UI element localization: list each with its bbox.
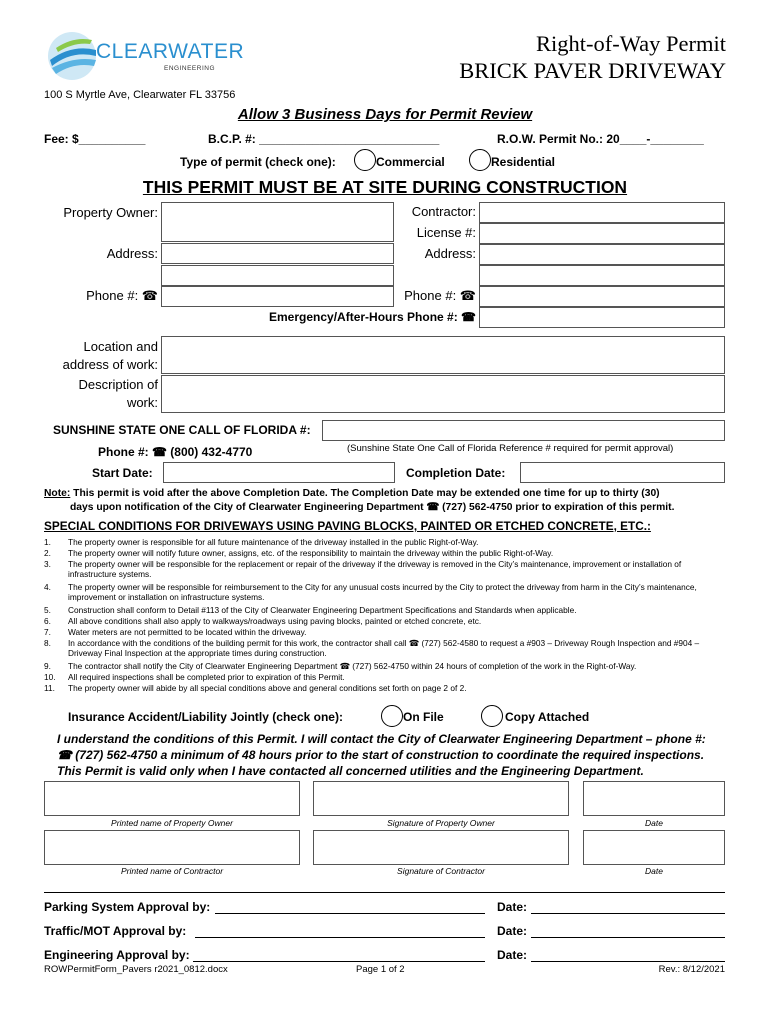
statement-line1: I understand the conditions of this Permit. I will contact the City of Clearwater Engineering Department – phone #: [57,732,706,746]
logo-text: CLEARWATER [96,40,245,63]
description-label-line1: Description of [78,377,158,392]
commercial-label: Commercial [376,155,445,169]
site-notice: THIS PERMIT MUST BE AT SITE DURING CONSTRUCTION [142,177,628,197]
residential-label: Residential [491,155,556,169]
signature-contractor-caption: Signature of Contractor [397,866,485,876]
printed-contractor-caption: Printed name of Contractor [120,866,224,876]
void-note-line2: days upon notification of the City of Clearwater Engineering Department ☎ (727) 562-4750 prior to expiration of this permit. [70,502,675,513]
permit-title [459,30,726,84]
statement-line2: ☎ (727) 562-4750 a minimum of 48 hours prior to the start of construction to coordinate the required inspections. [57,748,705,762]
row-permit-field[interactable]: R.O.W. Permit No.: 20____-________ [497,132,704,146]
traffic-date-label: Date: [497,924,528,938]
divider [44,892,725,893]
date-contractor-caption: Date [645,866,663,876]
sunshine-input[interactable] [322,420,725,441]
engineering-date-line[interactable] [531,961,725,962]
logo [46,30,245,82]
date-owner-input[interactable] [583,781,725,816]
date-owner-caption: Date [645,818,663,828]
footer-filename: ROWPermitForm_Pavers r2021_0812.docx [44,964,228,975]
acknowledgement-statement [57,731,737,779]
permit-title-line1: Right-of-Way Permit [535,31,726,56]
review-notice: Allow 3 Business Days for Permit Review [237,106,533,123]
owner-address-label: Address: [106,246,158,261]
on-file-radio[interactable] [381,705,403,727]
permit-type-label: Type of permit (check one): [180,155,336,169]
owner-phone-label: Phone #: ☎ [86,288,158,303]
signature-contractor-input[interactable] [313,830,569,865]
logo-swoosh-icon [46,30,100,82]
engineering-approval-label: Engineering Approval by: [44,948,190,962]
special-conditions-title: SPECIAL CONDITIONS FOR DRIVEWAYS USING PAVING BLOCKS, PAINTED OR ETCHED CONCRETE, ETC.: [44,519,651,533]
start-date-label: Start Date: [92,466,153,480]
contractor-phone-label: Phone #: ☎ [404,288,476,303]
contractor-address-input-2[interactable] [479,265,725,286]
completion-date-label: Completion Date: [406,466,506,480]
parking-approval-line[interactable] [215,913,485,914]
engineering-date-label: Date: [497,948,528,962]
location-label-line1: Location and [83,339,158,354]
traffic-approval-label: Traffic/MOT Approval by: [44,924,187,938]
copy-attached-radio[interactable] [481,705,503,727]
sunshine-label: SUNSHINE STATE ONE CALL OF FLORIDA #: [53,423,311,437]
completion-date-input[interactable] [520,462,725,483]
date-contractor-input[interactable] [583,830,725,865]
signature-owner-caption: Signature of Property Owner [387,818,495,828]
property-owner-label: Property Owner: [63,205,158,220]
sunshine-phone: Phone #: ☎ (800) 432-4770 [98,445,253,459]
license-input[interactable] [479,223,725,244]
insurance-label: Insurance Accident/Liability Jointly (check one): [68,710,343,724]
property-owner-input[interactable] [161,202,394,242]
sunshine-note: (Sunshine State One Call of Florida Reference # required for permit approval) [347,443,674,454]
void-note-line1: This permit is void after the above Completion Date. The Completion Date may be extended one time for up to thirty (30) [70,488,660,499]
fee-field[interactable]: Fee: $__________ [44,132,146,146]
location-label-line2: address of work: [62,357,158,372]
commercial-radio[interactable] [354,149,376,171]
emergency-phone-input[interactable] [479,307,725,328]
footer-revision: Rev.: 8/12/2021 [658,964,725,975]
parking-date-label: Date: [497,900,528,914]
location-label [63,338,158,374]
owner-phone-input[interactable] [161,286,394,307]
contractor-address-input-1[interactable] [479,244,725,265]
printed-owner-caption: Printed name of Property Owner [111,818,233,828]
residential-radio[interactable] [469,149,491,171]
copy-attached-label: Copy Attached [505,710,590,724]
engineering-approval-line[interactable] [193,961,485,962]
description-input[interactable] [161,375,725,413]
emergency-phone-label: Emergency/After-Hours Phone #: ☎ [269,310,476,324]
start-date-input[interactable] [163,462,395,483]
signature-owner-input[interactable] [313,781,569,816]
owner-address-input-1[interactable] [161,243,394,264]
contractor-input[interactable] [479,202,725,223]
footer-page: Page 1 of 2 [356,964,405,975]
void-note [44,487,734,515]
description-label [79,376,158,412]
printed-contractor-input[interactable] [44,830,300,865]
on-file-label: On File [403,710,444,724]
traffic-date-line[interactable] [531,937,725,938]
bcp-field[interactable]: B.C.P. #: ___________________________ [208,132,440,146]
contractor-label: Contractor: [411,204,476,219]
contractor-address-label: Address: [424,246,476,261]
void-note-prefix: Note: [44,488,71,499]
owner-address-input-2[interactable] [161,265,394,286]
license-label: License #: [416,225,476,240]
permit-title-line2: BRICK PAVER DRIVEWAY [459,58,726,83]
location-input[interactable] [161,336,725,374]
statement-line3: This Permit is valid only when I have contacted all concerned utilities and the Engineering Department. [57,764,644,778]
parking-date-line[interactable] [531,913,725,914]
office-address: 100 S Myrtle Ave, Clearwater FL 33756 [44,89,236,101]
description-label-line2: work: [126,395,158,410]
traffic-approval-line[interactable] [195,937,485,938]
contractor-phone-input[interactable] [479,286,725,307]
parking-approval-label: Parking System Approval by: [44,900,211,914]
printed-owner-input[interactable] [44,781,300,816]
logo-subtext: ENGINEERING [164,65,216,72]
